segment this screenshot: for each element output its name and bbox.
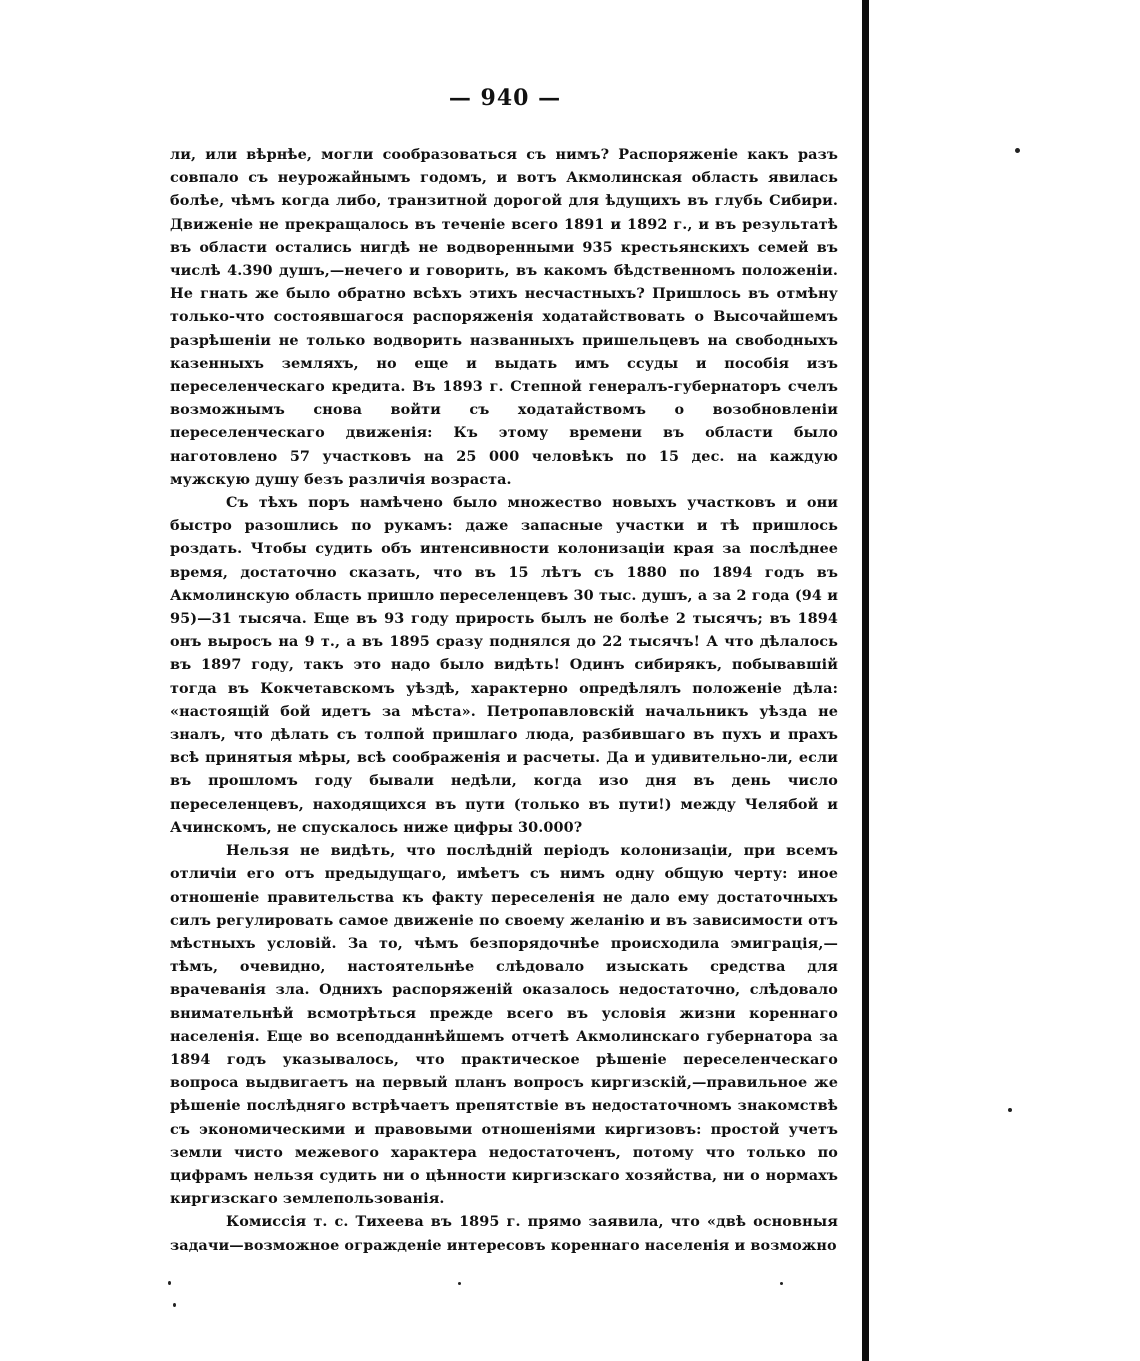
paragraph-3: Нельзя не видѣть, что послѣдній періодъ колонизаціи, при всемъ отличіи его отъ предыдущаго, имѣетъ съ нимъ одну общую черту: иное отношеніе правительства къ факту переселенія не дало ему достаточныхъ силъ регулировать самое движеніе по своему желанію и въ зависимости отъ мѣстныхъ условій. За то, чѣмъ безпорядочнѣе происходила эмиграція,—тѣмъ, очевидно, настоятельнѣе слѣдовало изыскать средства для врачеванія зла. Однихъ распоряженій оказалось недостаточно, слѣдовало внимательнѣй всмотрѣться прежде всего въ условія жизни кореннаго населенія. Еще во всеподданнѣйшемъ отчетѣ Акмолинскаго губернатора за 1894 годъ указывалось, что практическое рѣшеніе переселенческаго вопроса выдвигаетъ на первый планъ вопросъ киргизскій,—правильное же рѣшеніе послѣдняго встрѣчаетъ препятствіе въ недостаточномъ знакомствѣ съ экономическими и правовыми отношеніями киргизовъ: простой учетъ земли чисто межевого характера недостаточенъ, потому что только по цифрамъ нельзя судить ни о цѣнности киргизскаго хозяйства, ни о нормахъ киргизскаго землепользованія. bbox=[170, 842, 838, 1208]
scan-speck bbox=[173, 1303, 176, 1307]
page-edge-rule bbox=[862, 0, 869, 1361]
body-text bbox=[170, 143, 838, 1257]
scan-speck bbox=[1015, 148, 1020, 153]
scan-speck bbox=[1008, 1108, 1012, 1112]
scan-speck bbox=[458, 1282, 461, 1285]
paragraph-2: Съ тѣхъ поръ намѣчено было множество новыхъ участковъ и они быстро разошлись по рукамъ: даже запасные участки и тѣ пришлось роздать. Чтобы судить объ интенсивности колонизаціи края за послѣднее время, достаточно сказать, что въ 15 лѣтъ съ 1880 по 1894 годъ въ Акмолинскую область пришло переселенцевъ 30 тыс. душъ, а за 2 года (94 и 95)—31 тысяча. Еще въ 93 году прирость былъ не болѣе 2 тысячъ; въ 1894 онъ выросъ на 9 т., а въ 1895 сразу поднялся до 22 тысячъ! А что дѣлалось въ 1897 году, такъ это надо было видѣть! Одинъ сибирякъ, побывавшій тогда въ Кокчетавскомъ уѣздѣ, характерно опредѣлялъ положеніе дѣла: «настоящій бой идетъ за мѣста». Петропавловскій начальникъ уѣзда не зналъ, что дѣлать съ толпой пришлаго люда, разбившаго въ пухъ и прахъ всѣ принятыя мѣры, всѣ соображенія и расчеты. Да и удивительно-ли, если въ прошломъ году бывали недѣли, когда изо дня въ день число переселенцевъ, находящихся въ пути (только въ пути!) между Челябой и Ачинскомъ, не спускалось ниже цифры 30.000? bbox=[170, 494, 838, 836]
paragraph-4: Комиссія т. с. Тихеева въ 1895 г. прямо заявила, что «двѣ основныя задачи—возможное огражденіе интересовъ кореннаго населенія и возможно bbox=[170, 1213, 838, 1254]
scan-speck bbox=[168, 1281, 171, 1285]
paragraph-1: ли, или вѣрнѣе, могли сообразоваться съ нимъ? Распоряженіе какъ разъ совпало съ неурожайнымъ годомъ, и вотъ Акмолинская область явилась болѣе, чѣмъ когда либо, транзитной дорогой для ѣдущихъ въ глубь Сибири. Движеніе не прекращалось въ теченіе всего 1891 и 1892 г., и въ результатѣ въ области остались нигдѣ не водворенными 935 крестьянскихъ семей въ числѣ 4.390 душъ,—нечего и говорить, въ какомъ бѣдственномъ положеніи. Не гнать же было обратно всѣхъ этихъ несчастныхъ? Пришлось въ отмѣну только-что состоявшагося распоряженія ходатайствовать о Высочайшемъ разрѣшеніи не только водворить названныхъ пришельцевъ на свободныхъ казенныхъ земляхъ, но еще и выдать имъ ссуды и пособія изъ переселенческаго кредита. Въ 1893 г. Степной генералъ-губернаторъ счелъ возможнымъ снова войти съ ходатайствомъ о возобновленіи переселенческаго движенія: Къ этому времени въ области было наготовлено 57 участковъ на 25 000 человѣкъ по 15 дес. на каждую мужскую душу безъ различія возраста. bbox=[170, 146, 838, 488]
scan-speck bbox=[780, 1282, 783, 1285]
page-number: — 940 — bbox=[448, 85, 562, 111]
